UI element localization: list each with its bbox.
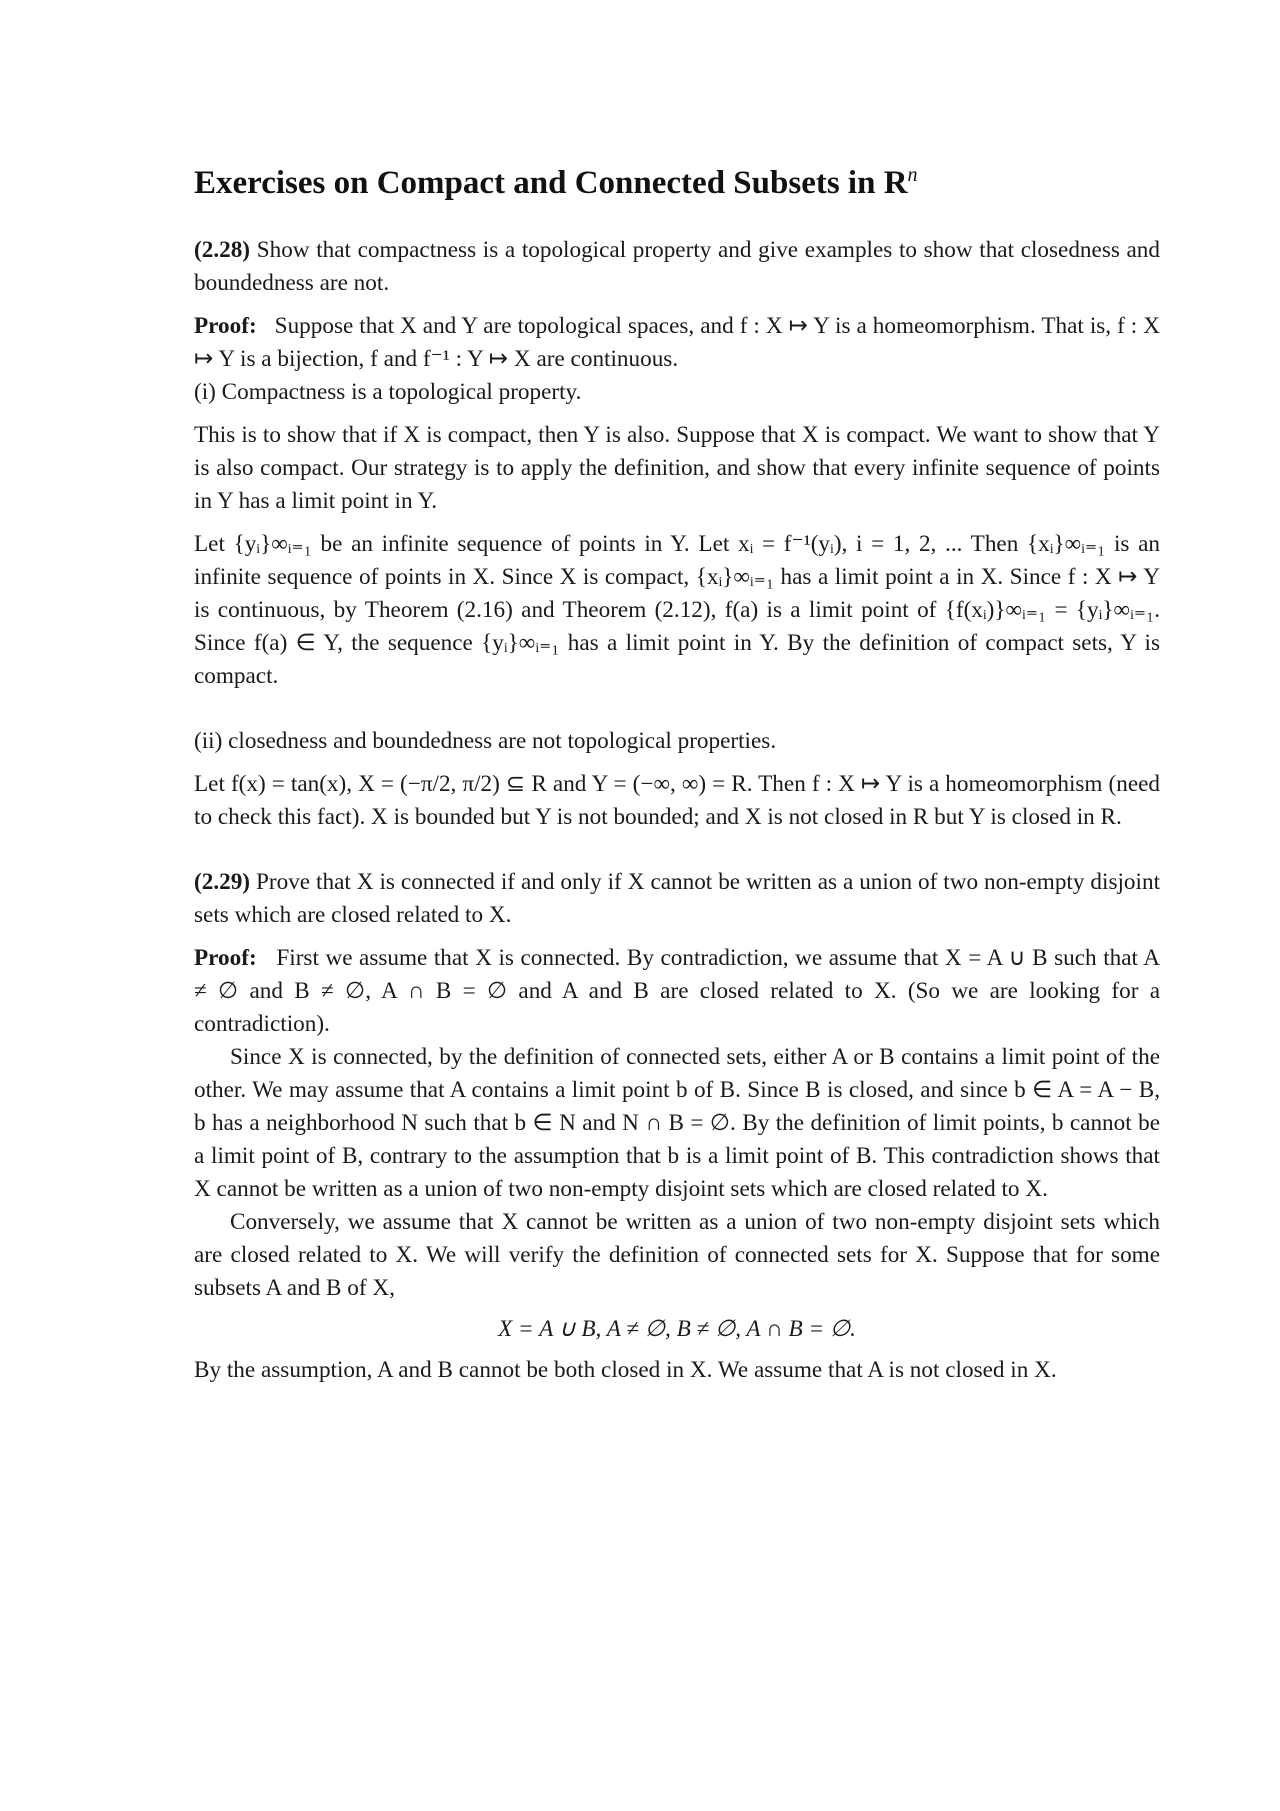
statement-text: Show that compactness is a topological property and give examples to show that closedness and boundedness are not. xyxy=(194,237,1160,296)
paragraph: Since X is connected, by the definition of connected sets, either A or B contains a limit point of the other. We may assume that A contains a limit point b of B. Since B is closed, and since b ∈ A = A − B, b has a neighborhood N such that b ∈ N and N ∩ B = ∅. By the definition of limit points, b cannot be a limit point of B, contrary to the assumption that b is a limit point of B. This contradiction shows that X cannot be written as a union of two non-empty disjoint sets which are closed related to X. xyxy=(194,1044,1160,1202)
paragraph: Let {yᵢ}∞ᵢ₌₁ be an infinite sequence of points in Y. Let xᵢ = f⁻¹(yᵢ), i = 1, 2, ... Then {xᵢ}∞ᵢ₌₁ is an infinite sequence of points in X. Since X is compact, {xᵢ}∞ᵢ₌₁ has a limit point a in X. Since f : X ↦ Y is continuous, by Theorem (2.16) and Theorem (2.12), f(a) is a limit point of {f(xᵢ)}∞ᵢ₌₁ = {yᵢ}∞ᵢ₌₁. Since f(a) ∈ Y, the sequence {yᵢ}∞ᵢ₌₁ has a limit point in Y. By the definition of compact sets, Y is compact. xyxy=(194,531,1160,689)
paragraph: By the assumption, A and B cannot be both closed in X. We assume that A is not closed in X. xyxy=(194,1357,1057,1383)
page-title xyxy=(194,165,918,202)
proof-text: First we assume that X is connected. By contradiction, we assume that X = A ∪ B such that A ≠ ∅ and B ≠ ∅, A ∩ B = ∅ and A and B are closed related to X. (So we are looking for a contradiction). xyxy=(194,945,1161,1037)
paragraph: Let f(x) = tan(x), X = (−π/2, π/2) ⊆ R and Y = (−∞, ∞) = R. Then f : X ↦ Y is a homeomorphism (need to check this fact). X is bounded but Y is not bounded; and X is not closed in R but Y is closed in R. xyxy=(194,771,1160,830)
title-exponent: n xyxy=(907,164,918,186)
display-equation: X = A ∪ B, A ≠ ∅, B ≠ ∅, A ∩ B = ∅. xyxy=(498,1316,856,1342)
exercise-label: (2.29) xyxy=(194,869,251,895)
exercise-statement xyxy=(194,234,1160,300)
subheading: (i) Compactness is a topological property. xyxy=(194,379,582,405)
proof-text: Suppose that X and Y are topological spaces, and f : X ↦ Y is a homeomorphism. That is, f : X ↦ Y is a bijection, f and f⁻¹ : Y ↦ X are continuous. xyxy=(194,313,1160,372)
proof-paragraph xyxy=(194,310,1160,376)
document-body xyxy=(194,234,1160,1387)
proof-paragraph xyxy=(194,942,1160,1041)
exercise-label: (2.28) xyxy=(194,237,251,263)
subheading: (ii) closedness and boundedness are not topological properties. xyxy=(194,728,777,754)
statement-text: Prove that X is connected if and only if X cannot be written as a union of two non-empty disjoint sets which are closed related to X. xyxy=(194,869,1161,928)
paragraph: This is to show that if X is compact, then Y is also. Suppose that X is compact. We want to show that Y is also compact. Our strategy is to apply the definition, and show that every infinite sequence of points in Y has a limit point in Y. xyxy=(194,422,1160,514)
title-text: Exercises on Compact and Connected Subsets in R xyxy=(194,165,908,201)
exercise-statement xyxy=(194,866,1160,932)
proof-label: Proof: xyxy=(194,945,257,971)
proof-label: Proof: xyxy=(194,313,257,339)
paragraph: Conversely, we assume that X cannot be written as a union of two non-empty disjoint sets which are closed related to X. We will verify the definition of connected sets for X. Suppose that for some subsets A and B of X, xyxy=(194,1209,1160,1301)
